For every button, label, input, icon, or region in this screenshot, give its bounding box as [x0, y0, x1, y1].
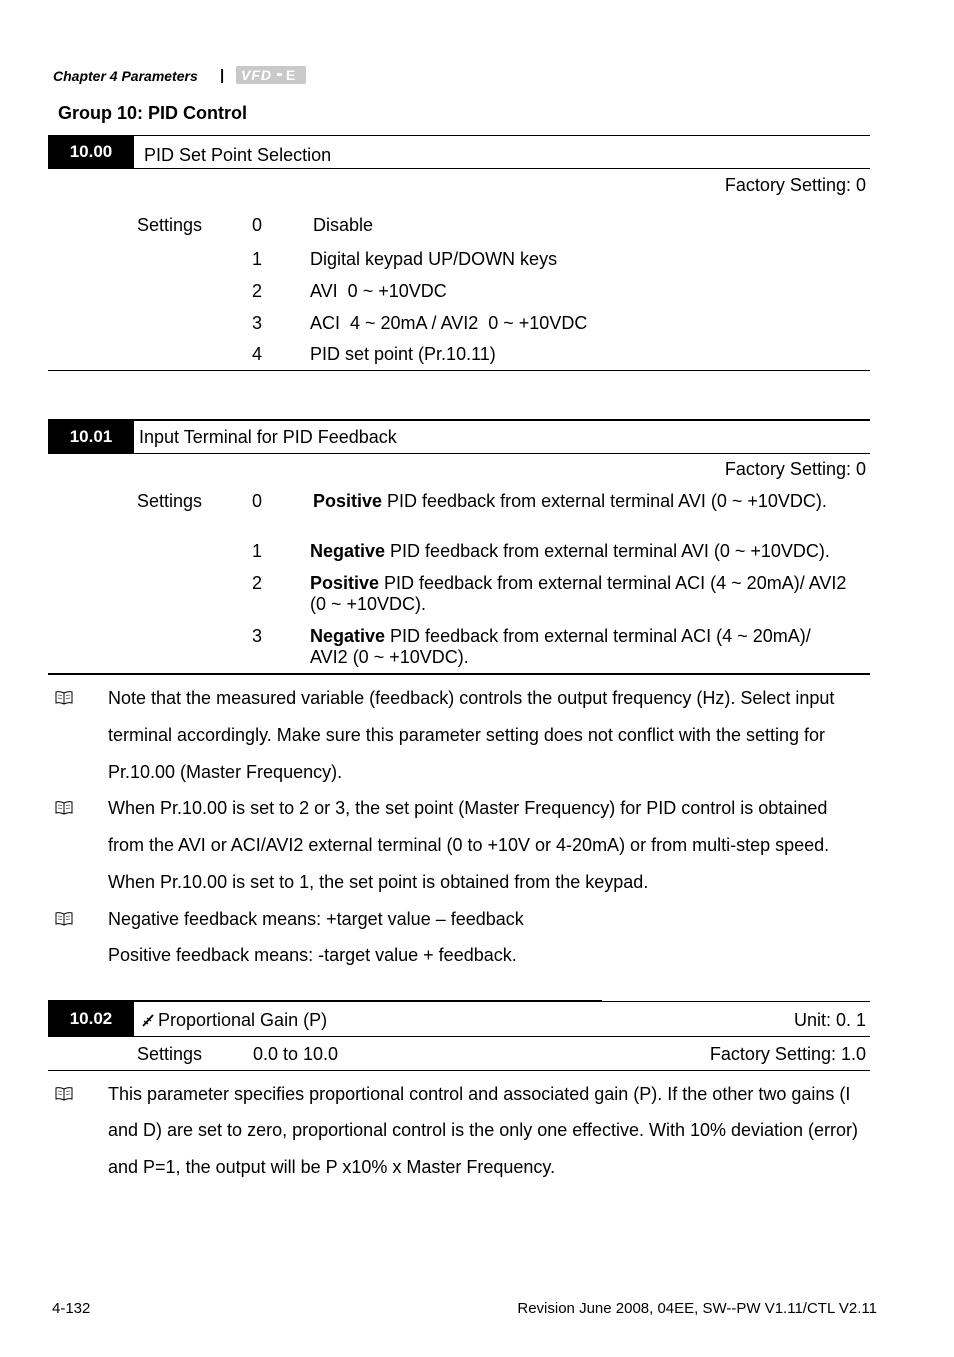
- option-text: [310, 540, 830, 562]
- factory-setting-10-01: Factory Setting: 0: [724, 459, 866, 479]
- option-text: AVI 0 ~ +10VDC: [310, 281, 447, 301]
- option-keyword: Negative: [310, 541, 386, 561]
- option-text: PID set point (Pr.10.11): [310, 344, 496, 364]
- divider: [602, 1001, 870, 1002]
- param-name-10-00: PID Set Point Selection: [144, 145, 332, 165]
- book-icon: [54, 800, 74, 816]
- note-text: Positive feedback means: -target value + feedback.: [108, 945, 517, 965]
- note-text: Pr.10.00 (Master Frequency).: [108, 762, 343, 782]
- option-text: [310, 572, 846, 594]
- divider: [48, 419, 870, 421]
- param-code-10-00: 10.00: [48, 135, 134, 169]
- chapter-title: Chapter 4 Parameters: [53, 68, 198, 84]
- note-text: When Pr.10.00 is set to 1, the set point is obtained from the keypad.: [108, 872, 649, 892]
- book-icon: [54, 911, 74, 927]
- book-icon: [54, 690, 74, 706]
- option-keyword: Negative: [310, 626, 386, 646]
- group-title: Group 10: PID Control: [58, 103, 247, 123]
- option-number: 4: [252, 344, 263, 364]
- note-text: Negative feedback means: +target value – feedback: [108, 909, 524, 929]
- param-name-10-01: Input Terminal for PID Feedback: [139, 427, 397, 447]
- settings-range: 0.0 to 10.0: [253, 1044, 339, 1064]
- option-description: PID feedback from external terminal ACI (4 ~ 20mA)/: [385, 626, 811, 646]
- vfd-e-logo: [236, 66, 306, 84]
- option-number: 0: [252, 215, 263, 235]
- option-text-continued: AVI2 (0 ~ +10VDC).: [310, 647, 469, 667]
- note-text: and D) are set to zero, proportional control is the only one effective. With 10% deviation (error): [108, 1120, 859, 1140]
- factory-setting-10-02: Factory Setting: 1.0: [709, 1044, 866, 1064]
- page-number: 4-132: [52, 1300, 91, 1317]
- option-description: PID feedback from external terminal AVI (0 ~ +10VDC).: [382, 491, 827, 511]
- divider: [48, 1070, 870, 1071]
- param-name-10-02: Proportional Gain (P): [158, 1010, 328, 1030]
- divider: [48, 1036, 870, 1037]
- option-number: 0: [252, 491, 263, 511]
- option-text: Disable: [313, 215, 374, 235]
- settings-label: Settings: [137, 491, 203, 511]
- option-keyword: Positive: [310, 573, 380, 593]
- revision-info: Revision June 2008, 04EE, SW--PW V1.11/CTL V2.11: [517, 1300, 877, 1317]
- note-text: and P=1, the output will be P x10% x Master Frequency.: [108, 1157, 556, 1177]
- book-icon: [54, 1086, 74, 1102]
- option-text: [310, 625, 811, 647]
- option-text: [313, 490, 827, 512]
- settings-label: Settings: [137, 215, 203, 235]
- note-text: terminal accordingly. Make sure this parameter setting does not conflict with the setting for: [108, 725, 826, 745]
- option-number: 1: [252, 541, 263, 561]
- param-code-10-02: 10.02: [48, 1002, 134, 1036]
- param-code-10-01: 10.01: [48, 420, 134, 454]
- divider: [134, 135, 870, 136]
- option-number: 1: [252, 249, 263, 269]
- option-number: 2: [252, 573, 263, 593]
- option-description: PID feedback from external terminal AVI (0 ~ +10VDC).: [385, 541, 830, 561]
- param-unit-10-02: Unit: 0. 1: [793, 1010, 866, 1030]
- divider: [134, 168, 870, 169]
- svg-text:E: E: [286, 67, 296, 83]
- note-text: Note that the measured variable (feedback) controls the output frequency (Hz). Select input: [108, 688, 835, 708]
- option-number: 2: [252, 281, 263, 301]
- note-text: This parameter specifies proportional control and associated gain (P). If the other two gains (I: [108, 1084, 851, 1104]
- option-description: PID feedback from external terminal ACI (4 ~ 20mA)/ AVI2: [379, 573, 847, 593]
- note-text: from the AVI or ACI/AVI2 external terminal (0 to +10V or 4-20mA) or from multi-step speed.: [108, 835, 830, 855]
- runtime-editable-icon: [141, 1012, 155, 1028]
- settings-label: Settings: [137, 1044, 203, 1064]
- vfd-e-logo-graphic: [236, 66, 306, 84]
- option-text: Digital keypad UP/DOWN keys: [310, 249, 558, 269]
- option-text-continued: (0 ~ +10VDC).: [310, 594, 427, 614]
- factory-setting-10-00: Factory Setting: 0: [724, 175, 866, 195]
- option-text: ACI 4 ~ 20mA / AVI2 0 ~ +10VDC: [310, 313, 588, 333]
- divider: [48, 673, 870, 675]
- svg-text:VFD: VFD: [241, 67, 272, 83]
- header-separator: |: [220, 67, 225, 84]
- option-number: 3: [252, 313, 263, 333]
- divider: [134, 453, 870, 454]
- option-number: 3: [252, 626, 263, 646]
- option-keyword: Positive: [313, 491, 383, 511]
- divider: [48, 370, 870, 371]
- note-text: When Pr.10.00 is set to 2 or 3, the set point (Master Frequency) for PID control is obtained: [108, 798, 828, 818]
